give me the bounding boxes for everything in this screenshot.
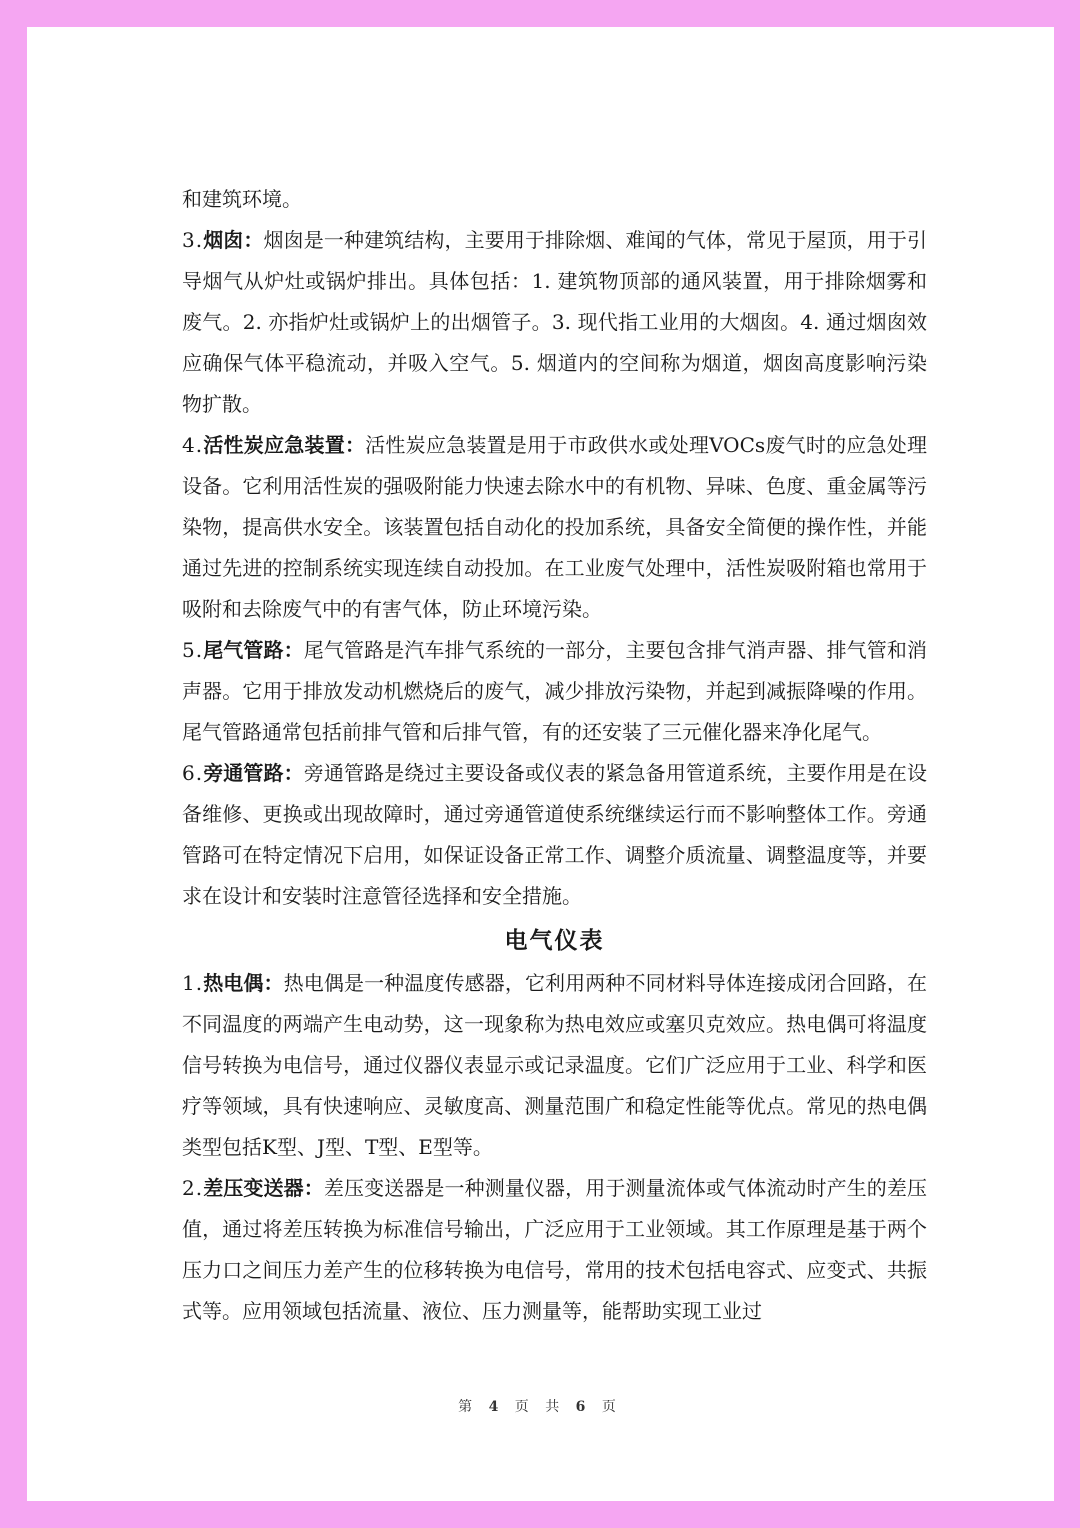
- item-number: 2.: [182, 1176, 204, 1200]
- item-differential-pressure-transmitter: [182, 1168, 927, 1332]
- document-page: [27, 27, 1054, 1501]
- continuation-paragraph: 和建筑环境。: [182, 187, 302, 211]
- item-term: 差压变送器：: [203, 1176, 324, 1200]
- item-text: 活性炭应急装置是用于市政供水或处理VOCs废气时的应急处理设备。它利用活性炭的强吸附能力快速去除水中的有机物、异味、色度、重金属等污染物，提高供水安全。该装置包括自动化的投加系统，具备安全简便的操作性，并能通过先进的控制系统实现连续自动投加。在工业废气处理中，活性炭吸附箱也常用于吸附和去除废气中的有害气体，防止环境污染。: [182, 433, 927, 621]
- item-number: 1.: [182, 971, 204, 995]
- item-term: 热电偶：: [203, 971, 284, 995]
- item-text: 烟囱是一种建筑结构，主要用于排除烟、难闻的气体，常见于屋顶，用于引导烟气从炉灶或锅炉排出。具体包括：1. 建筑物顶部的通风装置，用于排除烟雾和废气。2. 亦指炉灶或锅炉上的出烟管子。3. 现代指工业用的大烟囱。4. 通过烟囱效应确保气体平稳流动，并吸入空气。5. 烟道内的空间称为烟道，烟囱高度影响污染物扩散。: [182, 228, 928, 416]
- item-text: 热电偶是一种温度传感器，它利用两种不同材料导体连接成闭合回路，在不同温度的两端产生电动势，这一现象称为热电效应或塞贝克效应。热电偶可将温度信号转换为电信号，通过仪器仪表显示或记录温度。它们广泛应用于工业、科学和医疗等领域，具有快速响应、灵敏度高、测量范围广和稳定性能等优点。常见的热电偶类型包括K型、J型、T型、E型等。: [182, 971, 928, 1159]
- item-activated-carbon: [182, 425, 927, 630]
- item-number: 4.: [182, 433, 204, 457]
- current-page-number: 4: [488, 1399, 505, 1415]
- item-term: 旁通管路：: [203, 761, 304, 785]
- item-text: 旁通管路是绕过主要设备或仪表的紧急备用管道系统，主要作用是在设备维修、更换或出现故障时，通过旁通管道使系统继续运行而不影响整体工作。旁通管路可在特定情况下启用，如保证设备正常工作、调整介质流量、调整温度等，并要求在设计和安装时注意管径选择和安全措施。: [182, 761, 928, 908]
- item-text: 差压变送器是一种测量仪器，用于测量流体或气体流动时产生的差压值，通过将差压转换为标准信号输出，广泛应用于工业领域。其工作原理是基于两个压力口之间压力差产生的位移转换为电信号，常用的技术包括电容式、应变式、共振式等。应用领域包括流量、液位、压力测量等，能帮助实现工业过: [182, 1176, 928, 1323]
- item-term: 尾气管路：: [203, 638, 304, 662]
- item-text: 尾气管路是汽车排气系统的一部分，主要包含排气消声器、排气管和消声器。它用于排放发动机燃烧后的废气，减少排放污染物，并起到减振降噪的作用。尾气管路通常包括前排气管和后排气管，有的还安装了三元催化器来净化尾气。: [182, 638, 928, 744]
- item-number: 6.: [182, 761, 204, 785]
- item-chimney: [182, 220, 927, 425]
- total-page-count: 6: [575, 1399, 592, 1415]
- item-number: 3.: [182, 228, 204, 252]
- section-title: 电气仪表: [504, 927, 605, 954]
- item-exhaust-pipe: [182, 630, 927, 753]
- page-footer: [0, 1396, 1080, 1416]
- item-term: 活性炭应急装置：: [203, 433, 366, 457]
- item-thermocouple: [182, 963, 927, 1168]
- footer-prefix: 第: [458, 1399, 479, 1415]
- item-term: 烟囱：: [203, 228, 264, 252]
- item-bypass-pipe: [182, 753, 927, 917]
- item-number: 5.: [182, 638, 204, 662]
- footer-suffix: 页: [601, 1399, 622, 1415]
- document-body: [182, 179, 927, 1332]
- footer-middle: 页 共: [514, 1399, 566, 1415]
